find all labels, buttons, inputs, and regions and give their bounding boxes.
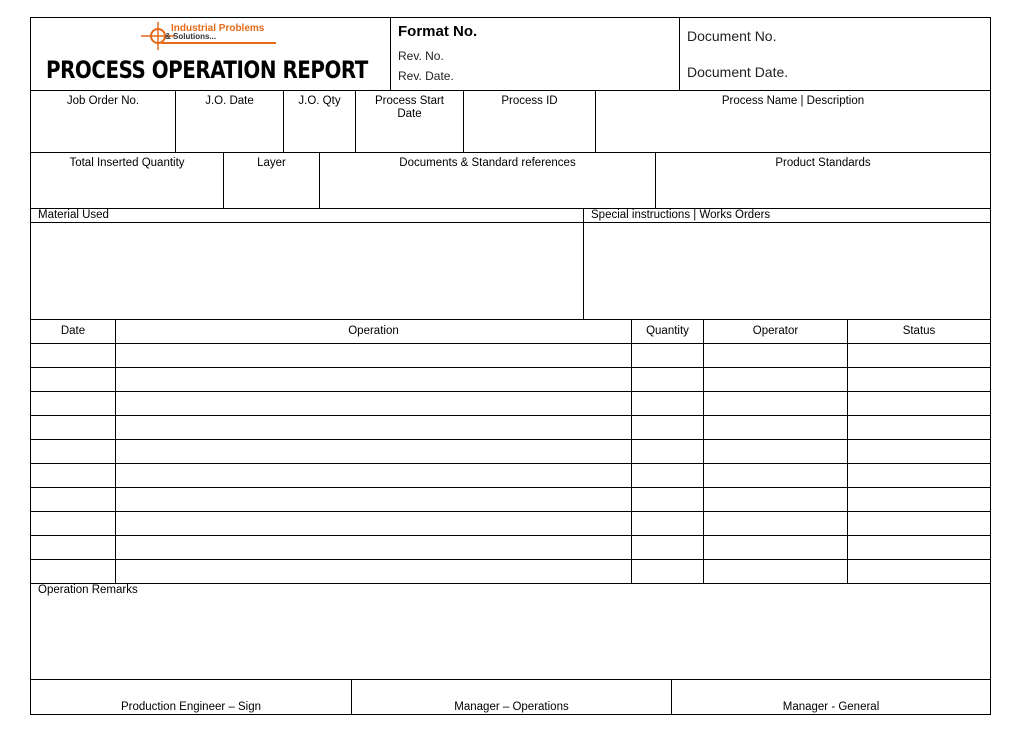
manager-general-label: Manager - General xyxy=(782,701,880,713)
table-cell-quantity[interactable] xyxy=(631,392,703,415)
rev-no-label: Rev. No. xyxy=(398,49,444,63)
table-cell-operation[interactable] xyxy=(115,416,631,439)
material-used-label: Material Used xyxy=(38,209,109,221)
table-cell-operation[interactable] xyxy=(115,488,631,511)
table-cell-status[interactable] xyxy=(847,488,990,511)
table-cell-date[interactable] xyxy=(31,560,115,583)
table-cell-status[interactable] xyxy=(847,536,990,559)
table-cell-status[interactable] xyxy=(847,392,990,415)
table-row xyxy=(31,439,990,463)
production-engineer-sign-area[interactable] xyxy=(31,680,351,714)
header-row xyxy=(31,18,990,90)
table-cell-quantity[interactable] xyxy=(631,368,703,391)
layer-field[interactable]: Layer xyxy=(223,153,319,208)
remarks-section[interactable] xyxy=(31,583,990,679)
logo-text-secondary: & Solutions... xyxy=(165,32,217,41)
table-cell-quantity[interactable] xyxy=(631,560,703,583)
title-cell xyxy=(31,18,390,90)
table-cell-operator[interactable] xyxy=(703,368,847,391)
table-cell-quantity[interactable] xyxy=(631,488,703,511)
signature-row xyxy=(31,679,990,714)
company-logo xyxy=(141,21,281,51)
table-row xyxy=(31,367,990,391)
table-row xyxy=(31,511,990,535)
table-row xyxy=(31,487,990,511)
product-standards-field[interactable]: Product Standards xyxy=(655,153,990,208)
table-row xyxy=(31,463,990,487)
table-row xyxy=(31,559,990,583)
column-header-quantity: Quantity xyxy=(631,320,703,343)
operation-remarks-label: Operation Remarks xyxy=(38,584,138,596)
table-cell-quantity[interactable] xyxy=(631,512,703,535)
table-cell-quantity[interactable] xyxy=(631,344,703,367)
table-cell-operator[interactable] xyxy=(703,464,847,487)
documents-references-field[interactable]: Documents & Standard references xyxy=(319,153,655,208)
table-cell-operator[interactable] xyxy=(703,416,847,439)
table-cell-operator[interactable] xyxy=(703,392,847,415)
table-row xyxy=(31,415,990,439)
material-body-row xyxy=(31,222,990,319)
table-cell-status[interactable] xyxy=(847,416,990,439)
operations-table-header xyxy=(31,319,990,343)
document-cell xyxy=(679,18,990,90)
logo-underline xyxy=(161,42,276,44)
table-cell-operator[interactable] xyxy=(703,512,847,535)
table-row xyxy=(31,343,990,367)
table-cell-operation[interactable] xyxy=(115,512,631,535)
table-cell-date[interactable] xyxy=(31,512,115,535)
jo-qty-field[interactable]: J.O. Qty xyxy=(283,91,355,152)
table-cell-status[interactable] xyxy=(847,512,990,535)
jo-date-field[interactable]: J.O. Date xyxy=(175,91,283,152)
special-instructions-label: Special instructions | Works Orders xyxy=(583,209,990,222)
production-engineer-label: Production Engineer – Sign xyxy=(120,701,261,713)
table-cell-operation[interactable] xyxy=(115,392,631,415)
table-cell-date[interactable] xyxy=(31,440,115,463)
process-id-field[interactable]: Process ID xyxy=(463,91,595,152)
quantity-row xyxy=(31,152,990,208)
table-cell-operator[interactable] xyxy=(703,536,847,559)
table-cell-quantity[interactable] xyxy=(631,440,703,463)
manager-operations-sign-area[interactable] xyxy=(351,680,671,714)
table-cell-operation[interactable] xyxy=(115,536,631,559)
document-date-label: Document Date. xyxy=(687,64,789,80)
process-name-field[interactable]: Process Name | Description xyxy=(595,91,990,152)
column-header-operator: Operator xyxy=(703,320,847,343)
table-cell-operator[interactable] xyxy=(703,560,847,583)
table-cell-date[interactable] xyxy=(31,416,115,439)
format-no-label: Format No. xyxy=(398,23,478,40)
table-cell-date[interactable] xyxy=(31,464,115,487)
table-cell-operation[interactable] xyxy=(115,560,631,583)
process-operation-report-form xyxy=(30,17,991,715)
logo-text-primary: Industrial Problems xyxy=(171,23,265,34)
table-cell-status[interactable] xyxy=(847,464,990,487)
report-title: PROCESS OPERATION REPORT xyxy=(46,56,368,84)
material-header-row xyxy=(31,208,990,222)
table-cell-quantity[interactable] xyxy=(631,536,703,559)
table-cell-date[interactable] xyxy=(31,392,115,415)
material-used-area[interactable] xyxy=(31,223,583,319)
table-cell-operation[interactable] xyxy=(115,440,631,463)
table-cell-date[interactable] xyxy=(31,488,115,511)
table-row xyxy=(31,535,990,559)
table-cell-date[interactable] xyxy=(31,536,115,559)
table-cell-date[interactable] xyxy=(31,368,115,391)
manager-operations-label: Manager – Operations xyxy=(454,701,569,713)
table-cell-quantity[interactable] xyxy=(631,464,703,487)
table-cell-operator[interactable] xyxy=(703,344,847,367)
table-cell-operator[interactable] xyxy=(703,488,847,511)
column-header-operation: Operation xyxy=(115,320,631,343)
table-cell-status[interactable] xyxy=(847,560,990,583)
manager-general-sign-area[interactable] xyxy=(671,680,990,714)
document-no-label: Document No. xyxy=(687,28,777,44)
total-inserted-quantity-field[interactable]: Total Inserted Quantity xyxy=(69,157,185,169)
table-cell-status[interactable] xyxy=(847,440,990,463)
table-cell-date[interactable] xyxy=(31,344,115,367)
column-header-date: Date xyxy=(60,325,86,337)
table-cell-operation[interactable] xyxy=(115,344,631,367)
table-cell-operation[interactable] xyxy=(115,464,631,487)
table-cell-status[interactable] xyxy=(847,368,990,391)
table-cell-operation[interactable] xyxy=(115,368,631,391)
table-cell-status[interactable] xyxy=(847,344,990,367)
format-cell xyxy=(390,18,679,90)
process-start-date-field[interactable]: Process Start Date xyxy=(355,91,463,152)
rev-date-label: Rev. Date. xyxy=(398,69,454,83)
table-row xyxy=(31,391,990,415)
column-header-status: Status xyxy=(847,320,990,343)
job-order-row xyxy=(31,90,990,152)
table-cell-operator[interactable] xyxy=(703,440,847,463)
special-instructions-area[interactable] xyxy=(583,223,990,319)
job-order-no-field[interactable]: Job Order No. xyxy=(66,95,140,107)
table-cell-quantity[interactable] xyxy=(631,416,703,439)
